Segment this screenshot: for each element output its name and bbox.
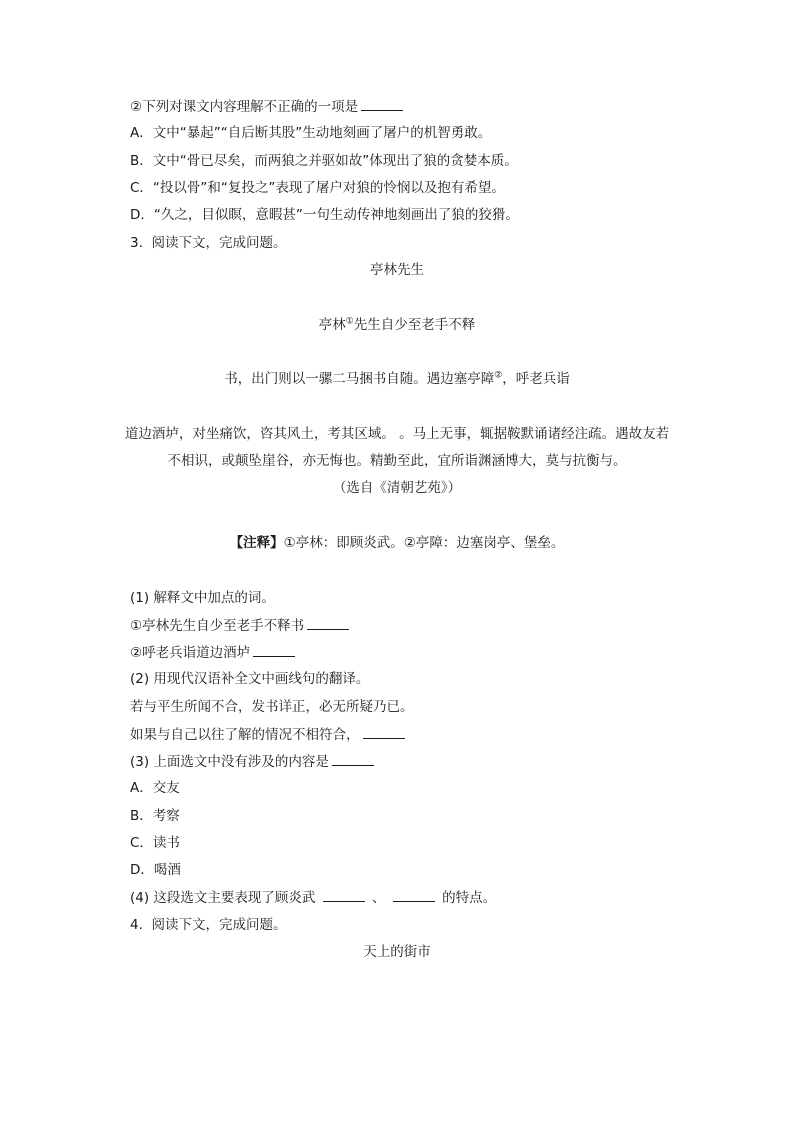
answer-blank[interactable] <box>363 724 405 739</box>
passage-line-1: 亭林①先生自少至老手不释 <box>318 316 476 333</box>
passage-title: 天上的街市 <box>363 944 431 960</box>
sub-question-1-a: ①亭林先生自少至老手不释书 <box>130 615 352 636</box>
sub-question-3-option-c[interactable]: C．读书 <box>130 835 180 851</box>
footnote-marker: ② <box>494 370 503 381</box>
answer-blank[interactable] <box>323 887 365 902</box>
sub-question-4: (4) 这段选文主要表现了顾炎武 、 的特点。 <box>130 887 496 908</box>
passage-source: （选自《清朝艺苑》） <box>332 480 462 496</box>
answer-blank[interactable] <box>332 751 374 766</box>
footnote-marker: ① <box>345 316 354 327</box>
q3-heading <box>130 233 286 253</box>
q2-stem: ②下列对课文内容理解不正确的一项是 <box>130 96 406 117</box>
passage-line-2: 书，出门则以一骡二马捆书自随。遇边塞亭障②，呼老兵诣 <box>224 370 570 387</box>
sub-question-2-sentence: 若与平生所闻不合，发书详正，必无所疑乃已。 <box>130 699 414 715</box>
answer-blank[interactable] <box>307 615 349 630</box>
sub-question-1-b: ②呼老兵诣道边酒垆 <box>130 642 298 663</box>
answer-blank[interactable] <box>393 887 435 902</box>
q2-option-d[interactable]: D．“久之，目似瞑，意暇甚”一句生动传神地刻画出了狼的狡猾。 <box>130 207 519 223</box>
answer-blank[interactable] <box>253 642 295 657</box>
question-number: 4. <box>130 917 143 933</box>
q4-heading <box>130 915 286 935</box>
passage-line-4: 不相识，或颠坠崖谷，亦无悔也。精勤至此，宜所诣渊涵博大，莫与抗衡与。 <box>167 453 627 469</box>
passage-title: 亭林先生 <box>370 262 424 278</box>
q2-option-c[interactable]: C．“投以骨”和“复投之”表现了屠户对狼的怜悯以及抱有希望。 <box>130 180 505 196</box>
passage-notes: 【注释】①亭林：即顾炎武。②亭障：边塞岗亭、堡垒。 <box>229 535 565 551</box>
sub-question-2-translation: 如果与自己以往了解的情况不相符合， <box>130 724 408 745</box>
q2-option-b[interactable]: B．文中“骨已尽矣，而两狼之并驱如故”体现出了狼的贪婪本质。 <box>130 153 518 169</box>
sub-question-3-option-a[interactable]: A．交友 <box>130 780 180 796</box>
sub-question-3-option-d[interactable]: D．喝酒 <box>130 862 181 878</box>
question-instruction: 阅读下文，完成问题。 <box>151 917 287 933</box>
sub-question-3: (3) 上面选文中没有涉及的内容是 <box>130 751 377 772</box>
passage-line-3: 道边酒垆，对坐痛饮，咨其风土，考其区域。 。马上无事，辄据鞍默诵诸经注疏。遇故友若 <box>124 426 670 442</box>
sub-question-1: (1) 解释文中加点的词。 <box>130 590 275 606</box>
question-number: 3. <box>130 235 143 251</box>
answer-blank[interactable] <box>361 96 403 111</box>
sub-question-3-option-b[interactable]: B．考察 <box>130 808 180 824</box>
sub-question-2: (2) 用现代汉语补全文中画线句的翻译。 <box>130 671 370 687</box>
q2-option-a[interactable]: A．文中“暴起”“自后断其股”生动地刻画了屠户的机智勇敢。 <box>130 125 492 141</box>
question-instruction: 阅读下文，完成问题。 <box>151 235 287 251</box>
